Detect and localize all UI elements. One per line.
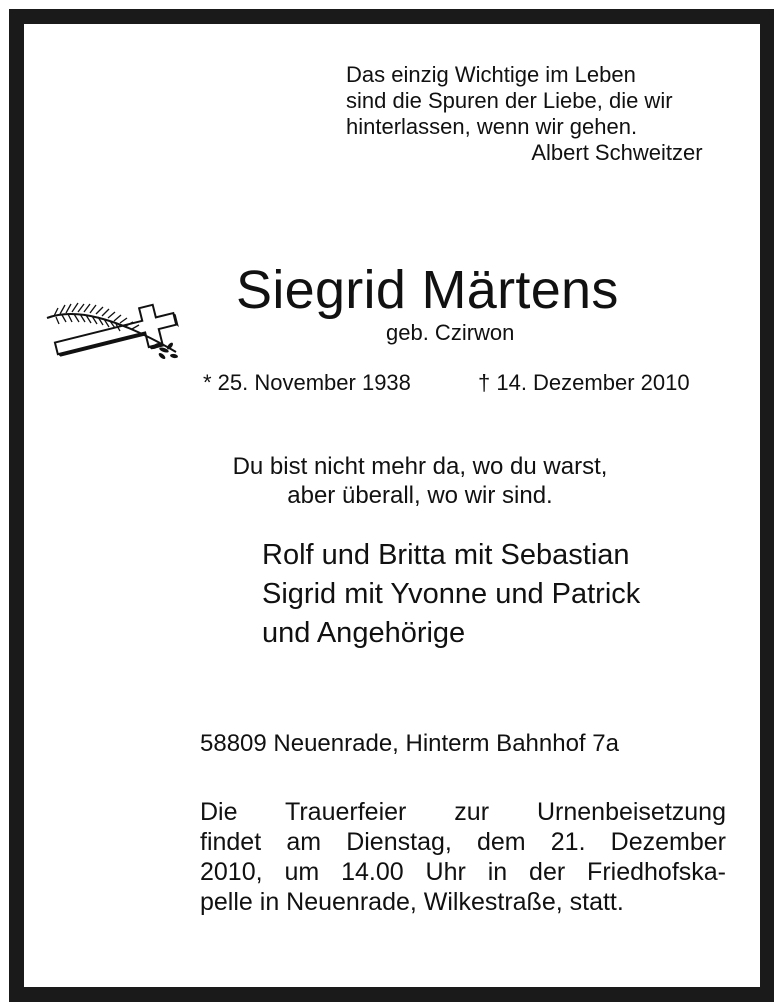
- quote-line: sind die Spuren der Liebe, die wir: [346, 88, 673, 113]
- family-address: 58809 Neuenrade, Hinterm Bahnhof 7a: [200, 730, 619, 757]
- quote-author: Albert Schweitzer: [531, 140, 703, 165]
- verse-line: aber überall, wo wir sind.: [287, 482, 553, 509]
- quote-line: hinterlassen, wenn wir gehen.: [346, 114, 638, 139]
- funeral-service-notice: [200, 797, 726, 917]
- mourners-block: [262, 536, 640, 653]
- service-line: findet am Dienstag, dem 21. Dezember: [200, 828, 726, 856]
- maiden-name: geb. Czirwon: [386, 320, 515, 345]
- verse-block: [190, 452, 650, 510]
- service-line: 2010, um 14.00 Uhr in der Friedhofska-: [200, 858, 726, 886]
- birth-date: * 25. November 1938: [203, 370, 411, 395]
- death-date: † 14. Dezember 2010: [478, 370, 690, 395]
- verse-line: Du bist nicht mehr da, wo du warst,: [232, 453, 608, 480]
- mourner-line: Rolf und Britta mit Sebastian: [262, 539, 630, 571]
- service-line: Die Trauerfeier zur Urnenbeisetzung: [200, 798, 726, 826]
- service-line: pelle in Neuenrade, Wilkestraße, statt.: [200, 888, 624, 916]
- cross-with-palm-branch-icon: [44, 296, 184, 366]
- deceased-name: Siegrid Märtens: [236, 260, 619, 320]
- quote-block: [346, 62, 703, 165]
- quote-line: Das einzig Wichtige im Leben: [346, 62, 636, 87]
- mourner-line: Sigrid mit Yvonne und Patrick: [262, 578, 641, 610]
- mourner-line: und Angehörige: [262, 617, 466, 649]
